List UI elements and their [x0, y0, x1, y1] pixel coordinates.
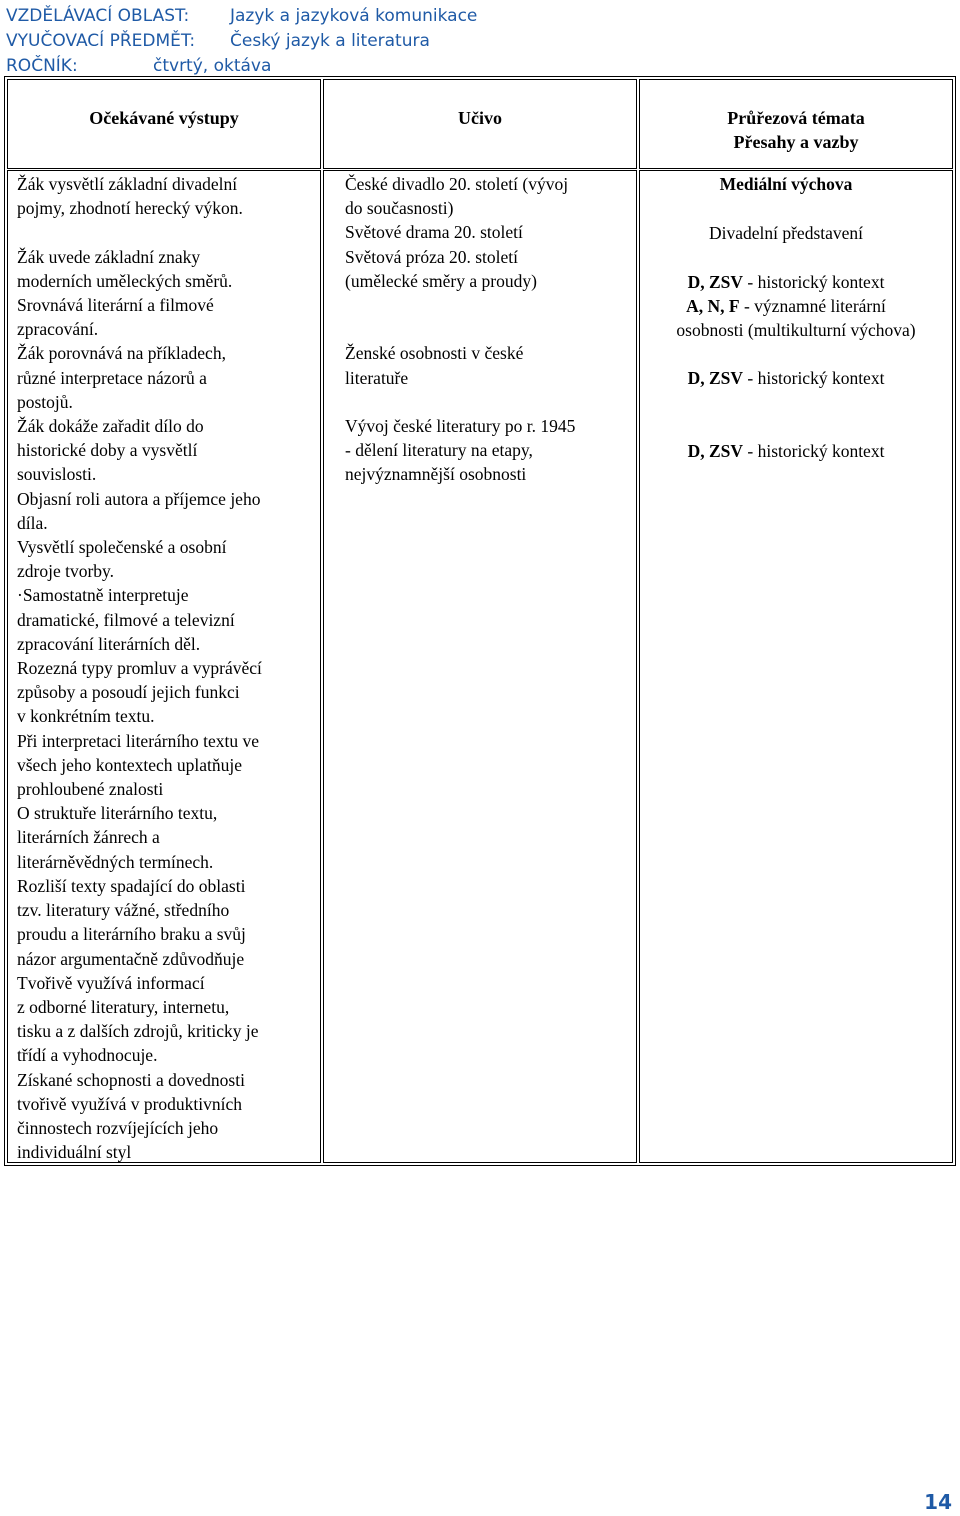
- cross-topic-history-3: [639, 439, 933, 463]
- outcome-line: Srovnává literární a filmové: [17, 295, 214, 316]
- outcome-line: tzv. literatury vážné, středního: [17, 900, 230, 921]
- outcome-line: Žák dokáže zařadit dílo do: [17, 416, 204, 437]
- curriculum-line: Vývoj české literatury po r. 1945: [345, 416, 576, 437]
- outcome-line: historické doby a vysvětlí: [17, 440, 198, 461]
- outcome-line: Vysvětlí společenské a osobní: [17, 537, 227, 558]
- cross-topic-history-1: [639, 270, 933, 294]
- outcome-line: způsoby a posoudí jejich funkci: [17, 682, 240, 703]
- curriculum-line: [345, 390, 635, 414]
- curriculum-text: [345, 172, 635, 487]
- outcome-line: tvořivě využívá v produktivních: [17, 1093, 243, 1114]
- expected-outcomes-text: [17, 172, 319, 1164]
- col1-header: Očekávané výstupy: [89, 108, 239, 128]
- outcome-line: dramatické, filmové a televizní: [17, 609, 235, 630]
- outcome-line: literárních žánrech a: [17, 827, 160, 848]
- outcome-line: názor argumentačně zdůvodňuje: [17, 948, 245, 969]
- curriculum-line: literatuře: [345, 367, 409, 388]
- outcome-line: individuální styl: [17, 1142, 132, 1163]
- curriculum-line: (umělecké směry a proudy): [345, 270, 537, 291]
- cross-topic-media: Mediální výchova: [719, 174, 853, 194]
- topic-text: - významné literární: [739, 296, 886, 316]
- curriculum-line: do současnosti): [345, 198, 454, 219]
- col2-header: Učivo: [458, 108, 502, 128]
- grade-value: čtvrtý, oktáva: [153, 56, 272, 76]
- outcome-line: činnostech rozvíjejících jeho: [17, 1117, 219, 1138]
- outcome-line: různé interpretace názorů a: [17, 367, 207, 388]
- header-grade-row: [6, 54, 272, 78]
- outcome-line: zdroje tvorby.: [17, 561, 115, 582]
- outcome-line: O struktuře literárního textu,: [17, 803, 218, 824]
- grade-label: ROČNÍK:: [6, 56, 78, 76]
- outcome-line: Žák vysvětlí základní divadelní: [17, 174, 238, 194]
- outcome-line: zpracování.: [17, 319, 99, 340]
- outcome-line: všech jeho kontextech uplatňuje: [17, 754, 242, 775]
- outcome-line: Rozezná typy promluv a vyprávěcí: [17, 658, 262, 679]
- outcome-line: Žák porovnává na příkladech,: [17, 343, 226, 364]
- outcome-line: tisku a z dalších zdrojů, kriticky je: [17, 1021, 259, 1042]
- outcome-line: pojmy, zhodnotí herecký výkon.: [17, 198, 243, 219]
- outcome-line: třídí a vyhodnocuje.: [17, 1045, 158, 1066]
- outcome-line: Žák uvede základní znaky: [17, 246, 201, 267]
- curriculum-line: Ženské osobnosti v české: [345, 343, 524, 364]
- cross-topic-history-2: [639, 366, 933, 390]
- header-area-row: [6, 4, 478, 28]
- header-subject-row: [6, 29, 430, 53]
- curriculum-line: Světová próza 20. století: [345, 246, 519, 267]
- col3-header-line2: Přesahy a vazby: [733, 132, 859, 152]
- cross-topic-theatre: Divadelní představení: [708, 223, 864, 243]
- outcome-line: souvislosti.: [17, 464, 97, 485]
- outcome-line: literárněvědných termínech.: [17, 851, 214, 872]
- outcome-line: z odborné literatury, internetu,: [17, 996, 230, 1017]
- topic-text: - historický kontext: [743, 272, 885, 292]
- topic-text: - historický kontext: [743, 368, 885, 388]
- outcome-line: díla.: [17, 512, 48, 533]
- curriculum-line: České divadlo 20. století (vývoj: [345, 174, 569, 194]
- outcome-line: [17, 220, 319, 244]
- subject-codes: A, N, F: [686, 296, 740, 316]
- page-number: 14: [924, 1490, 952, 1514]
- curriculum-line: nejvýznamnější osobnosti: [345, 464, 527, 485]
- outcome-line: Při interpretaci literárního textu ve: [17, 730, 259, 751]
- outcome-line: v konkrétním textu.: [17, 706, 155, 727]
- outcome-line: postojů.: [17, 391, 73, 412]
- curriculum-line: Světové drama 20. století: [345, 222, 523, 243]
- subject-codes: D, ZSV: [687, 272, 743, 292]
- subject-label: VYUČOVACÍ PŘEDMĚT:: [6, 31, 196, 51]
- subject-codes: D, ZSV: [687, 368, 743, 388]
- outcome-line: zpracování literárních děl.: [17, 633, 201, 654]
- curriculum-line: [345, 293, 635, 317]
- outcome-line: moderních uměleckých směrů.: [17, 270, 233, 291]
- subject-codes: D, ZSV: [687, 441, 743, 461]
- cross-topic-literary-figures-line2: osobnosti (multikulturní výchova): [676, 320, 916, 340]
- curriculum-line: [345, 317, 635, 341]
- outcome-line: proudu a literárního braku a svůj: [17, 924, 246, 945]
- outcome-line: Objasní roli autora a příjemce jeho: [17, 488, 261, 509]
- cross-topic-literary-figures: [639, 294, 933, 318]
- outcome-line: Tvořivě využívá informací: [17, 972, 205, 993]
- outcome-line: Rozliší texty spadající do oblasti: [17, 875, 246, 896]
- col3-header-line1: Průřezová témata: [727, 108, 865, 128]
- area-label: VZDĚLÁVACÍ OBLAST:: [6, 6, 190, 26]
- outcome-line: Získané schopnosti a dovednosti: [17, 1069, 245, 1090]
- curriculum-line: - dělení literatury na etapy,: [345, 440, 533, 461]
- topic-text: - historický kontext: [743, 441, 885, 461]
- subject-value: Český jazyk a literatura: [230, 31, 430, 51]
- area-value: Jazyk a jazyková komunikace: [230, 6, 478, 26]
- outcome-line: ·Samostatně interpretuje: [17, 585, 189, 606]
- outcome-line: prohloubené znalosti: [17, 779, 164, 800]
